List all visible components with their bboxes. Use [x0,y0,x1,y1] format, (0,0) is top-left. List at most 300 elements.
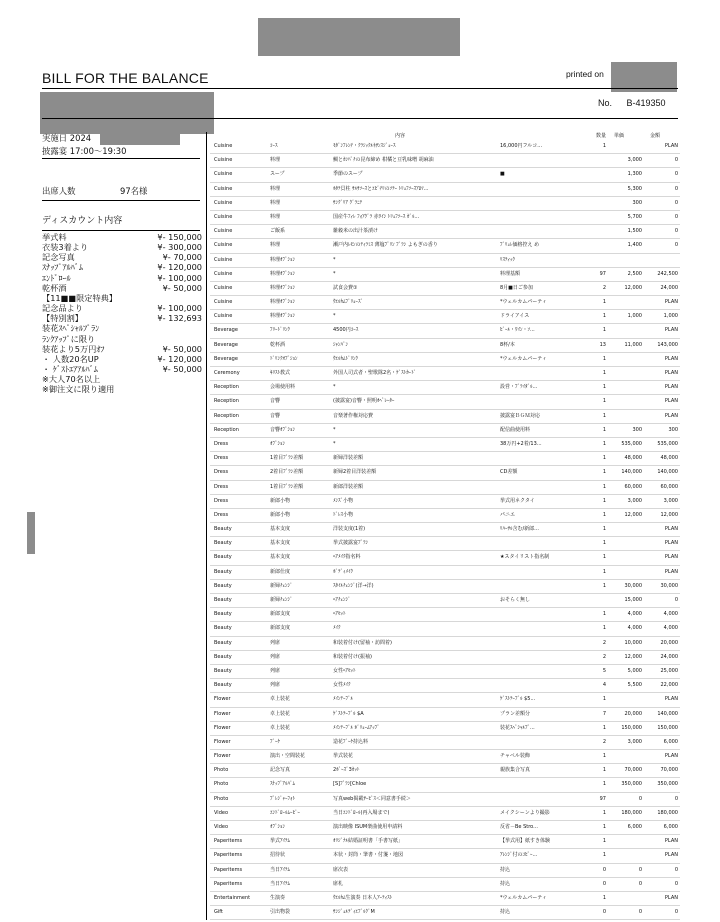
cell-quantity: 1 [602,554,606,561]
cell-category: Flower [214,753,231,760]
cell-quantity: 1 [602,483,606,490]
guest-count-value: 97名様 [120,186,148,196]
table-row [210,367,680,381]
discount-label: 装花ｽﾍﾟｼｬﾙﾌﾟﾗﾝ [42,323,100,334]
cell-unit-price: 2,500 [627,270,642,277]
discount-row [42,232,202,242]
cell-category: Paperitems [214,866,243,873]
cell-category: Dress [214,511,229,518]
table-row [210,481,680,495]
cell-category: Dress [214,440,229,447]
table-row [210,750,680,764]
cell-item-name: ﾎﾞﾃﾞｨﾒｲｸ [333,568,354,575]
table-row [210,864,680,878]
cell-amount: 0 [674,880,678,887]
table-row [210,622,680,636]
cell-unit-price: 5,000 [627,667,642,674]
cell-category: Beauty [214,653,232,660]
cell-category: Beauty [214,526,232,533]
cell-quantity: 1 [602,440,606,447]
table-row [210,878,680,892]
cell-category: Photo [214,767,229,774]
cell-category: Cuisine [214,171,233,178]
cell-amount: 0 [674,157,678,164]
cell-category: Video [214,809,229,816]
cell-unit-price: 0 [638,795,642,802]
cell-note: おそらく無し [500,597,531,603]
table-row [210,906,680,920]
cell-unit-price: 70,000 [624,767,642,774]
cell-amount: 0 [674,185,678,192]
cell-amount: 0 [674,795,678,802]
cell-category: Cuisine [214,185,233,192]
cell-category: Reception [214,384,239,391]
cell-quantity: 1 [602,582,606,589]
cell-item-name: 雑穀米の出汁茶漬け [333,228,379,235]
table-row [210,140,680,154]
cell-item-name: ﾓﾀﾞﾝﾌﾚﾝﾁ・ｸﾗｼｯｸﾙﾈｻﾝｽｼﾞｭｰｽ [333,143,396,149]
header-rule [42,88,678,89]
table-row [210,778,680,792]
cell-item-name: ｼｬﾝﾊﾟﾝ [333,341,349,348]
cell-item-name: 洋装支度(1着) [333,526,366,533]
cell-unit-price: 535,000 [621,440,642,447]
cell-category: Cuisine [214,213,233,220]
cell-note: プラン差額分 [500,710,531,717]
cell-amount: PLAN [664,327,678,334]
table-row [210,452,680,466]
cell-note: 8杯/本 [500,341,515,348]
cell-unit-price: 3,000 [627,738,642,745]
cell-quantity: 97 [599,270,606,277]
table-row [210,495,680,509]
cell-subcategory: 料理ｵﾌﾟｼｮﾝ [270,270,296,277]
discount-rule [42,230,200,231]
cell-subcategory: 料理 [270,242,281,249]
cell-subcategory: 当日ｱｲﾃﾑ [270,866,291,873]
cell-note: 挙式用ネクタイ [500,497,535,504]
cell-item-name: 演出映像 ISUM楽曲使用申請料 [333,824,403,830]
cell-amount: PLAN [664,540,678,547]
cell-subcategory: ｷﾘｽﾄ教式 [270,370,291,376]
cell-quantity: 1 [602,781,606,788]
cell-category: Beauty [214,540,232,547]
cell-subcategory: 料理 [270,213,281,220]
cell-subcategory: 卓上装花 [270,710,291,717]
cell-quantity: 1 [602,370,606,376]
cell-amount: 0 [674,199,678,206]
cell-amount: 6,000 [663,824,678,830]
cell-subcategory: 招待状 [270,852,286,859]
discount-heading: ディスカウント内容 [42,216,123,226]
discount-row [42,283,202,293]
cell-unit-price: 12,000 [624,284,642,291]
table-row [210,466,680,480]
cell-amount: PLAN [664,398,678,405]
table-row [210,608,680,622]
cell-quantity: 1 [602,696,606,703]
cell-unit-price: 300 [632,426,642,433]
cell-category: Beauty [214,611,232,618]
cell-category: Cuisine [214,242,233,249]
cell-amount: 12,000 [660,511,678,518]
table-row [210,708,680,722]
cell-unit-price: 3,000 [627,157,642,164]
header-content: 内容 [395,133,406,139]
cell-subcategory: 挙式ｱｲﾃﾑ [270,838,291,845]
table-row [210,594,680,608]
cell-quantity: 2 [602,284,606,291]
cell-subcategory: 引出物袋 [270,909,291,916]
table-row [210,438,680,452]
table-row [210,239,680,253]
cell-note: パニエ [500,511,516,518]
table-row [210,807,680,821]
event-date [42,133,91,144]
cell-category: Beauty [214,568,232,575]
table-row [210,410,680,424]
cell-category: Gift [214,909,223,916]
cell-amount: PLAN [664,384,678,391]
cell-unit-price: 350,000 [621,781,642,788]
cell-amount: 180,000 [657,809,678,816]
header-amount: 金額 [650,133,661,139]
cell-note: 持込 [500,866,511,873]
cell-category: Video [214,824,229,830]
discount-row [42,313,202,323]
table-row [210,651,680,665]
cell-item-name: * [333,313,336,320]
discount-row [42,384,202,394]
cell-note: 披露宴ＢＧＭ対応 [500,412,541,419]
cell-note: CD差額 [500,469,518,476]
discount-row [42,242,202,252]
discount-label: 【特別割】 [42,313,83,324]
discount-label: ﾗﾝｸｱｯﾌﾟに限り [42,333,96,344]
discount-row [42,262,202,272]
cell-note: 配信曲使用料 [500,426,531,433]
cell-category: Beverage [214,341,238,348]
redacted-block-date [100,131,180,145]
cell-note: ﾘﾊｰｻﾙ含む/新郎... [500,526,539,533]
cell-amount: 0 [674,597,678,603]
cell-subcategory: 音響 [270,398,281,405]
cell-note: 親族集合写真 [500,767,531,774]
cell-quantity: 1 [602,526,606,533]
cell-subcategory: 新郎仕度 [270,568,291,575]
table-row [210,424,680,438]
table-row [210,339,680,353]
cell-amount: 1,000 [663,313,678,320]
cell-amount: 48,000 [660,455,678,462]
cell-category: Beauty [214,597,232,603]
cell-subcategory: 料理 [270,185,281,192]
cell-unit-price: 1,400 [627,242,642,249]
cell-item-name: (披露宴)音響・照明ｵﾍﾟﾚｰﾀｰ [333,398,395,405]
cell-category: Reception [214,398,239,405]
cell-quantity: 1 [602,398,606,405]
cell-quantity: 7 [602,710,606,717]
cell-subcategory: 会場使用料 [270,384,296,391]
cell-item-name: ﾒｲﾝﾃｰﾌﾞﾙ ﾎﾞﾘｭｰﾑｱｯﾌﾟ [333,724,380,731]
cell-note: 料理基額 [500,270,521,277]
discount-label: 【11■■限定特典】 [42,292,118,303]
discount-label: ・ 人数20名UP [42,353,99,364]
cell-unit-price: 5,700 [627,213,642,220]
discount-label: 衣装3着より [42,242,89,253]
cell-item-name: 席札 [333,880,344,887]
discount-row [42,273,202,283]
cell-subcategory: 基本支度 [270,554,291,561]
table-row [210,310,680,324]
cell-category: Flower [214,710,231,717]
cell-item-name: 造花ﾌﾞｰｹ持込料 [333,738,369,745]
cell-note: 38万円+2着/13... [500,440,542,447]
cell-note: ■ [500,171,505,178]
cell-category: Beauty [214,639,232,646]
cell-note: 持込 [500,880,511,887]
cell-category: Photo [214,781,229,788]
cell-unit-price: 12,000 [624,653,642,660]
party-time [42,146,126,157]
cell-quantity: 1 [602,469,606,476]
cell-unit-price: 140,000 [621,469,642,476]
table-row [210,679,680,693]
cell-item-name: ﾍｱﾁｪﾝｼﾞ [333,597,351,603]
cell-category: Beauty [214,582,232,589]
table-row [210,225,680,239]
header-rule-2 [42,118,678,119]
cell-item-name: 鯛とｶﾝﾊﾟﾁの昆布締め 柑橘と豆乳味噌 胡麻油 [333,157,434,164]
cell-category: Reception [214,412,239,419]
table-body [210,140,680,920]
cell-amount: 24,000 [660,653,678,660]
cell-category: Cuisine [214,157,233,164]
cell-category: Cuisine [214,143,233,149]
cell-amount: 150,000 [657,724,678,731]
cell-amount: 60,000 [660,483,678,490]
cell-quantity: 2 [602,653,606,660]
cell-quantity: 1 [602,838,606,845]
cell-quantity: 1 [602,753,606,760]
cell-item-name: 本状・封筒・筆書・付箋・地図 [333,852,404,859]
cell-category: Ceremony [214,370,240,376]
discount-label: ※御注文に限り適用 [42,384,115,395]
cell-subcategory: ｵﾌﾟｼｮﾝ [270,824,286,830]
guest-count-label: 出席人数 [42,186,76,196]
cell-category: Beauty [214,667,232,674]
cell-item-name: 当日ｴﾝﾄﾞﾛｰﾙ(再入場まで) [333,809,390,816]
discount-label: 装花より5万円ｵﾌ [42,343,105,354]
cell-subcategory: 料理 [270,157,281,164]
cell-amount: PLAN [664,355,678,362]
redacted-block-customer [40,92,214,134]
cell-amount: 6,000 [663,738,678,745]
table-row [210,296,680,310]
cell-unit-price: 48,000 [624,455,642,462]
cell-note: 16,000円フルコ... [500,143,543,149]
cell-unit-price: 5,500 [627,682,642,689]
cell-quantity: 1 [602,724,606,731]
table-row [210,154,680,168]
cell-subcategory: ご飯系 [270,228,286,235]
cell-item-name: 女性ﾍｱｾｯﾄ [333,667,356,674]
guest-rule [42,200,200,201]
cell-amount: 140,000 [657,469,678,476]
discount-amount: ¥- 132,693 [157,313,202,324]
cell-item-name: ｳｴﾙｶﾑﾄﾞﾘﾝｸ [333,355,359,362]
cell-item-name: * [333,440,336,447]
cell-subcategory: 演出・空間装花 [270,753,306,760]
discount-amount: ¥- 70,000 [162,252,202,263]
discount-label: ｽﾅｯﾌﾟｱﾙﾊﾞﾑ [42,262,83,273]
cell-subcategory: 音響ｵﾌﾟｼｮﾝ [270,426,296,433]
cell-subcategory: 基本支度 [270,526,291,533]
cell-unit-price: 180,000 [621,809,642,816]
cell-category: Flower [214,696,231,703]
cell-item-name: 新郎洋装差額 [333,483,364,490]
cell-item-name: 音楽著作権対応費 [333,412,374,419]
cell-category: Photo [214,795,229,802]
cell-subcategory: 卓上装花 [270,724,291,731]
cell-note: *ウェルカムパーティ [500,355,547,362]
cell-amount: 242,500 [657,270,678,277]
cell-category: Cuisine [214,270,233,277]
cell-item-name: 女性ﾒｲｸ [333,682,351,689]
cell-subcategory: 料理ｵﾌﾟｼｮﾝ [270,299,296,306]
cell-subcategory: ｺｰｽ [270,143,278,149]
cell-item-name: 和装着付け(振袖) [333,653,372,660]
cell-amount: 4,000 [663,625,678,632]
discount-amount: ¥- 300,000 [157,242,202,253]
cell-quantity: 1 [602,852,606,859]
discount-label: 挙式料 [42,232,67,242]
cell-unit-price: 1,000 [627,313,642,320]
cell-category: Cuisine [214,228,233,235]
cell-subcategory: 列席 [270,653,281,660]
cell-item-name: * [333,270,336,277]
cell-quantity: 1 [602,497,606,504]
table-row [210,637,680,651]
cell-quantity: 1 [602,426,606,433]
cell-unit-price: 1,500 [627,228,642,235]
cell-quantity: 1 [602,327,606,334]
cell-unit-price: 3,000 [627,497,642,504]
table-row [210,381,680,395]
table-row [210,324,680,338]
cell-item-name: 新婦洋装差額 [333,455,364,462]
table-row [210,509,680,523]
cell-amount: 140,000 [657,710,678,717]
cell-amount: PLAN [664,696,678,703]
cell-amount: PLAN [664,370,678,376]
cell-quantity: 1 [602,511,606,518]
cell-quantity: 1 [602,540,606,547]
cell-amount: 535,000 [657,440,678,447]
cell-subcategory: 記念写真 [270,767,291,774]
cell-amount: PLAN [664,852,678,859]
cell-category: Cuisine [214,199,233,206]
cell-subcategory: ﾄﾞﾘﾝｸｵﾌﾟｼｮﾝ [270,355,298,362]
table-row [210,764,680,778]
table-row [210,395,680,409]
cell-quantity: 1 [602,355,606,362]
cell-category: Beverage [214,355,238,362]
cell-amount: PLAN [664,838,678,845]
cell-amount: 0 [674,866,678,873]
page-title: BILL FOR THE BALANCE [42,70,209,86]
redacted-block-side [27,512,35,554]
cell-unit-price: 12,000 [624,511,642,518]
cell-subcategory: 新婦ﾁｪﾝｼﾞ [270,582,293,589]
header-unit-price: 単価 [614,133,625,139]
table-row [210,254,680,268]
cell-note: 設営・ﾌﾞﾗｲﾀﾞﾙ... [500,384,538,391]
cell-amount: PLAN [664,894,678,901]
cell-quantity: 1 [602,767,606,774]
cell-subcategory: ﾌﾞｰｹ [270,738,281,745]
cell-subcategory: 列席 [270,682,281,689]
cell-category: Paperitems [214,852,243,859]
table-row [210,793,680,807]
cell-note: 装花ｽﾍﾟｼｬﾙﾌﾟ... [500,724,535,731]
cell-note: ﾌﾞﾘｭﾚ価格控え め [500,242,540,249]
cell-amount: 22,000 [660,682,678,689]
cell-item-name: 挙式披露宴ﾌﾟﾗﾝ [333,540,369,547]
cell-quantity: 2 [602,738,606,745]
discount-amount: ¥- 150,000 [157,232,202,242]
cell-quantity: 1 [602,568,606,575]
cell-note: ★スタイリスト指名制 [500,554,550,561]
cell-note: ｹﾞｽﾄﾃｰﾌﾞﾙ $5... [500,696,536,703]
cell-amount: 0 [674,228,678,235]
cell-quantity: 1 [602,894,606,901]
cell-note: 持込 [500,909,511,916]
cell-unit-price: 6,000 [627,824,642,830]
cell-item-name: ｽﾀｲﾙﾁｪﾝｼﾞ(洋→洋) [333,582,374,589]
discount-amount: ¥- 50,000 [162,364,202,375]
discount-label: ※大人70名以上 [42,374,101,385]
cell-quantity: 1 [602,611,606,618]
cell-quantity: 97 [599,795,606,802]
cell-item-name: ｳｴﾙｶﾑﾌﾞﾘｭｰｽﾞ [333,299,364,306]
discount-amount: ¥- 100,000 [157,272,202,283]
cell-subcategory: 新郎支度 [270,611,291,618]
cell-quantity: 1 [602,625,606,632]
cell-amount: 20,000 [660,639,678,646]
cell-unit-price: 11,000 [624,341,642,348]
cell-category: Reception [214,426,239,433]
cell-item-name: ﾍｱﾒｲｸ指名料 [333,554,361,561]
cell-item-name: 季節のスープ [333,171,363,178]
cell-category: Dress [214,455,229,462]
cell-item-name: ﾒｲｸ [333,625,341,632]
cell-subcategory: ｴﾝﾄﾞﾛｰﾙﾑｰﾋﾞｰ [270,809,301,816]
discount-row [42,354,202,364]
cell-item-name: ﾒﾝｽﾞ小物 [333,497,354,504]
party-time-value: 17:00～19:30 [69,146,127,156]
cell-note: 【挙式用】紙すき体験 [500,838,551,845]
table-row [210,282,680,296]
cell-amount: 30,000 [660,582,678,589]
cell-subcategory: ﾌﾘｰﾄﾞﾘﾝｸ [270,327,291,334]
cell-note: ドライアイス [500,313,530,320]
discount-list [42,232,202,395]
cell-quantity: 1 [602,299,606,306]
bill-number-label: No. [598,98,613,108]
cell-item-name: ｵﾘｼﾞﾅﾙ結婚証明書「手書写紙」 [333,838,404,845]
cell-amount: 0 [674,242,678,249]
